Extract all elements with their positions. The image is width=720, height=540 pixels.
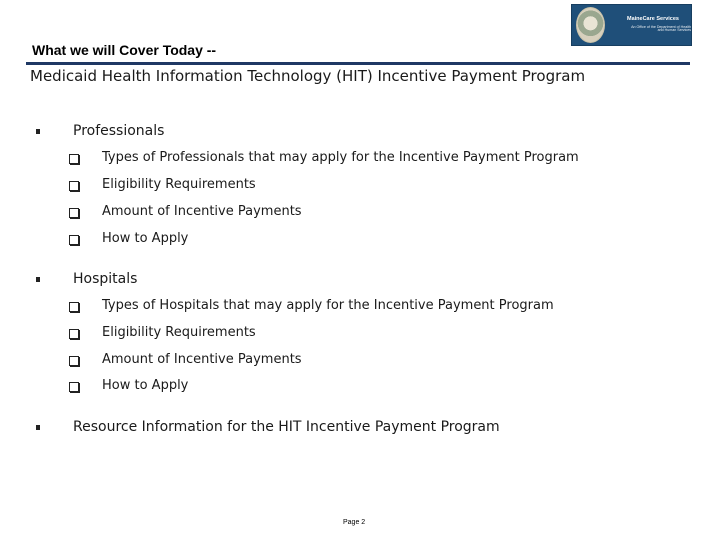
logo-title: MaineCare Services [627,16,679,23]
checkbox-bullet-icon [69,181,79,191]
list-item: Amount of Incentive Payments [102,352,302,367]
section-label-resources: Resource Information for the HIT Incentive Payment Program [73,419,500,435]
list-item: How to Apply [102,378,189,393]
list-item: How to Apply [102,231,189,246]
state-seal-icon [576,7,605,43]
list-item: Types of Professionals that may apply for the Incentive Payment Program [102,150,579,165]
bullet-icon [36,425,40,430]
mainecare-logo [571,4,692,46]
page-title: What we will Cover Today -- [32,42,217,58]
section-label-hospitals: Hospitals [73,271,138,287]
bullet-icon [36,129,40,134]
checkbox-bullet-icon [69,382,79,392]
checkbox-bullet-icon [69,329,79,339]
bullet-icon [36,277,40,282]
checkbox-bullet-icon [69,208,79,218]
section-label-professionals: Professionals [73,123,165,139]
checkbox-bullet-icon [69,356,79,366]
page-number: Page 2 [343,519,366,526]
list-item: Eligibility Requirements [102,325,256,340]
logo-text [627,17,691,33]
checkbox-bullet-icon [69,302,79,312]
list-item: Amount of Incentive Payments [102,204,302,219]
logo-subtitle: An Office of the Department of Health and Human Services [631,24,691,33]
checkbox-bullet-icon [69,235,79,245]
list-item: Eligibility Requirements [102,177,256,192]
list-item: Types of Hospitals that may apply for the Incentive Payment Program [102,298,554,313]
checkbox-bullet-icon [69,154,79,164]
header-divider [26,62,690,65]
page-subtitle: Medicaid Health Information Technology (HIT) Incentive Payment Program [30,67,586,85]
